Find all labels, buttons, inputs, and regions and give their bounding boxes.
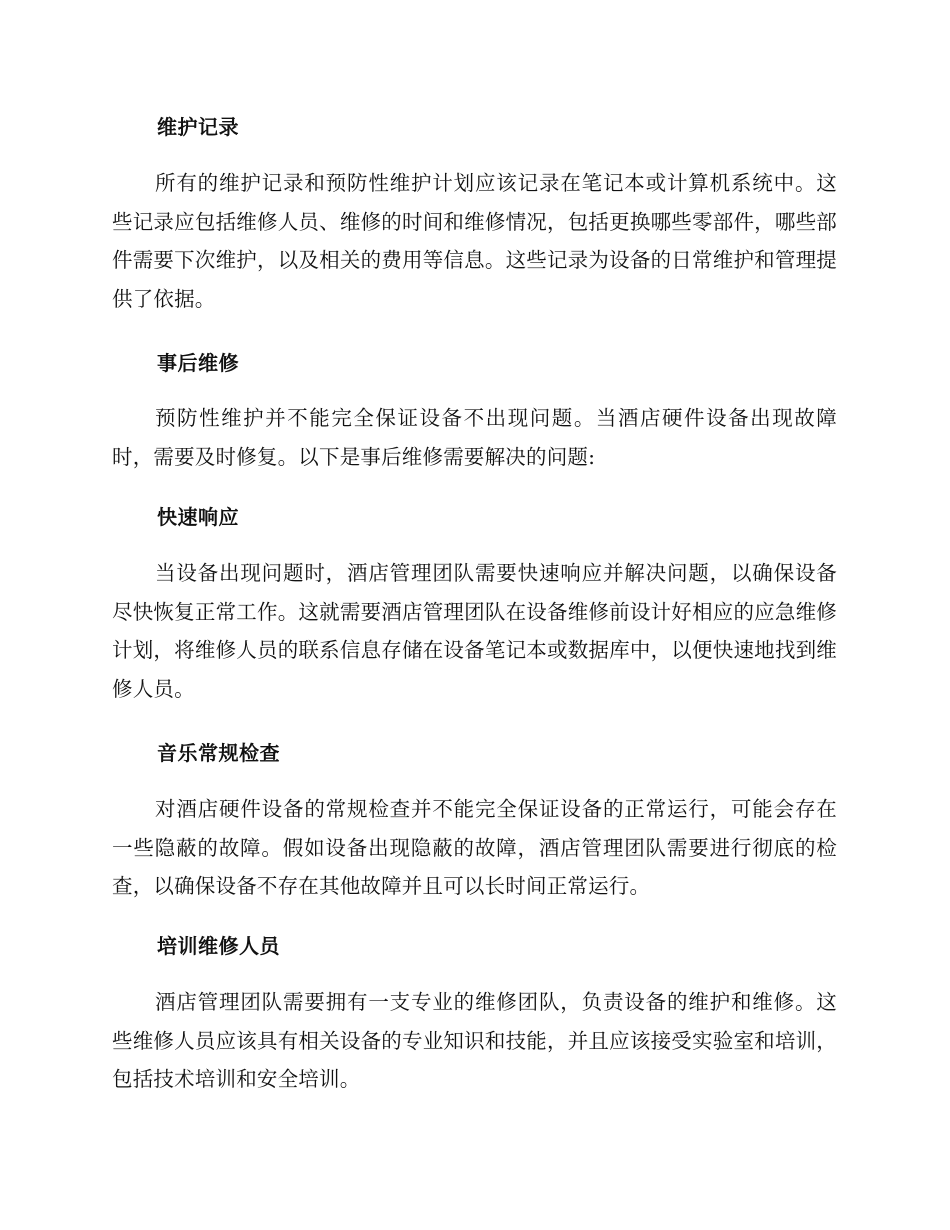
section-body-routine-check: 对酒店硬件设备的常规检查并不能完全保证设备的正常运行，可能会存在一些隐蔽的故障。假如设备出现隐蔽的故障，酒店管理团队需要进行彻底的检查，以确保设备不存在其他故障并且可以长时间正常运行。	[112, 797, 837, 898]
section-body-maintenance-records: 所有的维护记录和预防性维护计划应该记录在笔记本或计算机系统中。这些记录应包括维修人员、维修的时间和维修情况，包括更换哪些零部件，哪些部件需要下次维护，以及相关的费用等信息。这些记录为设备的日常维护和管理提供了依据。	[112, 171, 837, 311]
section-body-staff-training: 酒店管理团队需要拥有一支专业的维修团队，负责设备的维护和维修。这些维修人员应该具有相关设备的专业知识和技能，并且应该接受实验室和培训，包括技术培训和安全培训。	[112, 990, 837, 1091]
section-heading-quick-response: 快速响应	[157, 505, 239, 529]
section-heading-routine-check: 音乐常规检查	[157, 741, 280, 765]
section-heading-staff-training: 培训维修人员	[157, 934, 280, 958]
section-heading-maintenance-records: 维护记录	[157, 115, 239, 139]
section-heading-post-repair: 事后维修	[157, 351, 239, 375]
section-body-post-repair: 预防性维护并不能完全保证设备不出现问题。当酒店硬件设备出现故障时，需要及时修复。以下是事后维修需要解决的问题:	[112, 406, 837, 469]
section-body-quick-response: 当设备出现问题时，酒店管理团队需要快速响应并解决问题，以确保设备尽快恢复正常工作。这就需要酒店管理团队在设备维修前设计好相应的应急维修计划，将维修人员的联系信息存储在设备笔记本或数据库中，以便快速地找到维修人员。	[112, 561, 837, 701]
